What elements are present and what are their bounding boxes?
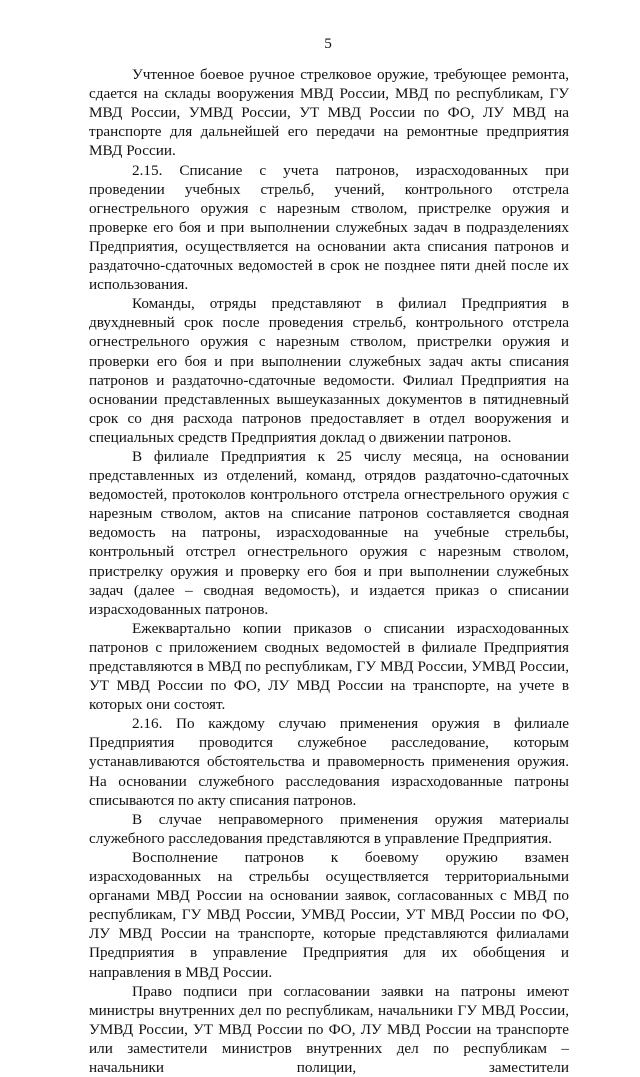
paragraph-2-15-cartridge-writeoff: 2.15. Списание с учета патронов, израсходованных при проведении учебных стрельб, учений, контрольного отстрела огнестрельного оружия с нарезным стволом, пристрелке оружия и проверке его боя и при выполнении служебных задач в подразделениях Предприятия, осуществляется на основании акта списания патронов и раздаточно-сдаточных ведомостей в срок не позднее пяти дней после их использования. (89, 161, 569, 294)
paragraph-summary-statement: В филиале Предприятия к 25 числу месяца, на основании представленных из отделений, команд, отрядов раздаточно-сдаточных ведомостей, протоколов контрольного отстрела огнестрельного оружия с нарезным стволом, актов на списание патронов составляется сводная ведомость на патроны, израсходованные на учебные стрельбы, контрольный отстрел огнестрельного оружия с нарезным стволом, пристрелку оружия и проверку его боя и при выполнении служебных задач (далее – сводная ведомость), и издается приказ о списании израсходованных патронов. (89, 447, 569, 618)
paragraph-quarterly-copies: Ежеквартально копии приказов о списании израсходованных патронов с приложением сводных ведомостей в филиале Предприятия представляются в МВД по республикам, ГУ МВД России, УМВД России, УТ МВД России по ФО, ЛУ МВД России на транспорте, на учете в которых они состоят. (89, 619, 569, 714)
page-number: 5 (324, 35, 332, 52)
paragraph-weapon-repair: Учтенное боевое ручное стрелковое оружие, требующее ремонта, сдается на склады вооружения МВД России, МВД по республикам, ГУ МВД России, УМВД России, УТ МВД России по ФО, ЛУ МВД на транспорте для дальнейшей его передачи на ремонтные предприятия МВД России. (89, 66, 569, 160)
paragraph-unlawful-use: В случае неправомерного применения оружия материалы служебного расследования представляются в управление Предприятия. (89, 810, 569, 847)
paragraph-2-16-investigation: 2.16. По каждому случаю применения оружия в филиале Предприятия проводится служебное расследование, которым устанавливаются обстоятельства и правомерность применения оружия. На основании служебного расследования израсходованные патроны списываются по акту списания патронов. (89, 715, 569, 809)
paragraph-teams-report: Команды, отряды представляют в филиал Предприятия в двухдневный срок после проведения стрельб, контрольного отстрела огнестрельного оружия с нарезным стволом, пристрелки оружия и проверки его боя и при выполнении служебных задач акты списания патронов и раздаточно-сдаточные ведомости. Филиал Предприятия на основании представленных вышеуказанных документов в пятидневный срок со дня расхода патронов предоставляет в отдел вооружения и специальных средств Предприятия доклад о движении патронов. (89, 295, 569, 446)
paragraph-signature-right: Право подписи при согласовании заявки на патроны имеют министры внутренних дел по республикам, начальники ГУ МВД России, УМВД России, УТ МВД России по ФО, ЛУ МВД России на транспорте или заместители министров внутренних дел по республикам – начальники полиции, заместители (89, 982, 569, 1076)
paragraph-cartridge-replenishment: Восполнение патронов к боевому оружию взамен израсходованных на стрельбы осуществляется территориальными органами МВД России на основании заявок, согласованных с МВД по республикам, ГУ МВД России, УМВД России, УТ МВД России по ФО, ЛУ МВД России на транспорте, которые представляются филиалами Предприятия в управление Предприятия для их обобщения и направления в МВД России. (89, 848, 569, 981)
